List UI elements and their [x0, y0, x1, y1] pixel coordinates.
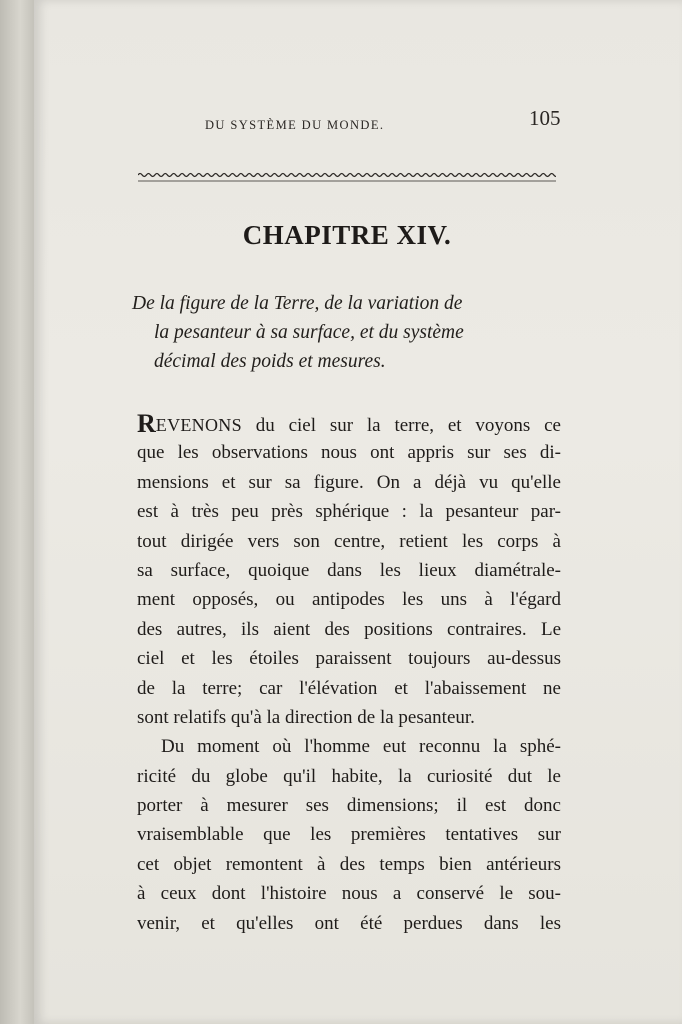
body-line: sont relatifs qu'à la direction de la pesanteur.: [137, 706, 475, 728]
body-line: à ceux dont l'histoire nous a conservé le sou-: [137, 883, 561, 905]
first-word-rest: EVENONS: [155, 415, 242, 435]
drop-letter: R: [137, 409, 156, 438]
body-line: de la terre; car l'élévation et l'abaissement ne: [137, 677, 561, 699]
summary-line: la pesanteur à sa surface, et du système: [154, 322, 464, 343]
body-line: tout dirigée vers son centre, retient les corps à: [137, 530, 561, 552]
body-line: ciel et les étoiles paraissent toujours au-dessus: [137, 648, 561, 670]
body-line: vraisemblable que les premières tentatives sur: [137, 824, 561, 846]
body-text: [137, 409, 561, 938]
body-line: sa surface, quoique dans les lieux diamétrale-: [137, 559, 561, 581]
first-line-rest: du ciel sur la terre, et voyons ce: [241, 415, 561, 436]
body-line: ricité du globe qu'il habite, la curiosité dut le: [137, 765, 561, 787]
body-line-first: [137, 409, 561, 438]
running-title: DU SYSTÈME DU MONDE.: [205, 118, 385, 132]
body-line: porter à mesurer ses dimensions; il est donc: [137, 795, 561, 817]
page-number: 105: [529, 106, 561, 130]
ornamental-rule: [138, 168, 556, 184]
body-line: que les observations nous ont appris sur ses di-: [137, 442, 561, 464]
chapter-title: CHAPITRE XIV.: [242, 220, 452, 250]
summary-line: décimal des poids et mesures.: [154, 351, 386, 372]
body-line: mensions et sur sa figure. On a déjà vu qu'elle: [137, 471, 561, 493]
summary-line: De la figure de la Terre, de la variation de: [132, 293, 463, 314]
body-line: est à très peu près sphérique : la pesanteur par-: [137, 501, 561, 523]
body-line: venir, et qu'elles ont été perdues dans les: [137, 912, 561, 934]
body-line: des autres, ils aient des positions contraires. Le: [137, 618, 561, 640]
chapter-summary: [132, 289, 562, 376]
facing-page-edge: [0, 0, 34, 1024]
body-line: ment opposés, ou antipodes les uns à l'égard: [137, 589, 561, 611]
body-line: cet objet remontent à des temps bien antérieurs: [137, 853, 561, 875]
body-line: Du moment où l'homme eut reconnu la sphé-: [161, 736, 561, 758]
